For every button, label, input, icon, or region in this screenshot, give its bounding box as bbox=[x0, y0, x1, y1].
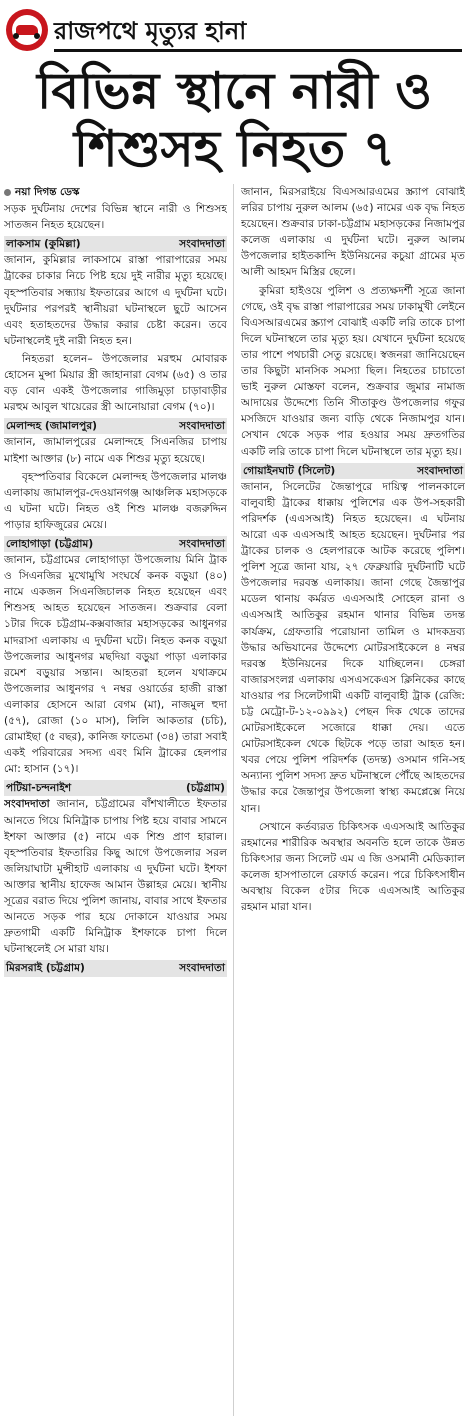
paragraph: সেখানে কর্তব্যরত চিকিৎসক এএসআই আতিকুর রহমানের শারীরিক অবস্থার অবনতি হলে তাকে উন্নত চিকিৎসার জন্য সিলেট এম এ জি ওসমানী মেডিক্যাল কলেজ হাসপাতালে রেফার্ড করেন। পরে চিকিৎসাধীন অবস্থায় বিকেল ৫টার দিকে এএসআই আতিকুর রহমান মারা যান। bbox=[241, 820, 465, 914]
header-rule bbox=[54, 49, 462, 52]
dateline-gowainghat: গোয়াইনঘাট (সিলেট) সংবাদদাতা bbox=[241, 463, 465, 479]
headline-line-2: শিশুসহ নিহত ৭ bbox=[73, 120, 396, 178]
section-header bbox=[0, 0, 469, 56]
paragraph: জানান, কুমিল্লার লাকসামে রাস্তা পারাপারের সময় ট্রাকের চাকার নিচে পিষ্ট হয়ে দুই নারীর মৃত্যু হয়েছে। বৃহস্পতিবার সন্ধ্যায় ইফতারের আগে এ দুর্ঘটনা ঘটে। দুর্ঘটনার পরপরই স্থানীয়রা ঘটনাস্থলে ছুটে আসেন এবং হতাহতদের উদ্ধার করার চেষ্টা করেন। তবে ঘটনাস্থলেই দুই নারী নিহত হন। bbox=[4, 254, 227, 347]
paragraph: জানান, মিরসরাইয়ে বিএসআরএমের স্ক্র্যাপ বোঝাই লরির চাপায় নুরুল আলম (৬৫) নামের এক বৃদ্ধ নিহত হয়েছেন। শুক্রবার ঢাকা-চট্টগ্রাম মহাসড়কের নিজামপুর কলেজ এলাকায় এ দুর্ঘটনা ঘটে। নুরুল আলম উপজেলার হাইতকান্দি ইউনিয়নের কচুয়া গ্রামের মৃত আলী আহমদ মিস্ত্রির ছেলে। bbox=[241, 186, 465, 279]
paragraph: সংবাদদাতা জানান, চট্টগ্রামের বাঁশখালীতে ইফতার আনতে গিয়ে মিনিট্রাক চাপায় পিষ্ট হয়ে বাবার সামনে ইশফা আক্তার (৫) নামে এক শিশু প্রাণ হারাল। বৃহস্পতিবার ইফতারির কিছু আগে উপজেলার সরল জলিয়াঘাটা মুন্সীহাট এলাকায় এ দুর্ঘটনা ঘটে। ইশফা আক্তার স্থানীয় হাফেজ আমান উল্লাহর মেয়ে। স্থানীয় সূত্রের বরাত দিয়ে পুলিশ জানায়, বাবার সাথে ইফতার আনতে সড়ক পার হয়ে দোকানে যাওয়ার সময় দ্রুতগামী একটি মিনিট্রাক ইশফাকে চাপা দিলে ঘটনাস্থলেই সে মারা যায়। bbox=[4, 798, 227, 956]
dateline-laksam: লাকসাম (কুমিল্লা) সংবাদদাতা bbox=[4, 236, 227, 252]
paragraph: জানান, জামালপুরের মেলান্দহে সিএনজির চাপায় মাইশা আক্তার (৮) নামে এক শিশুর মৃত্যু হয়েছে। bbox=[4, 436, 227, 465]
section-title: রাজপথে মৃত্যুর হানা bbox=[54, 17, 247, 45]
column-divider bbox=[233, 184, 234, 1416]
bullet-icon bbox=[4, 189, 11, 196]
paragraph: নিহতরা হলেন– উপজেলার মরহুম মোবারক হোসেন মুন্সা মিয়ার স্ত্রী জাহানারা বেগম (৬৫) ও তার বড় বোন একই উপজেলার গাজিমুড়া চাড়াবাড়ীর মরহুম আবুল খায়েরের স্ত্রী আনোয়ারা বেগম (৭০)। bbox=[4, 352, 227, 414]
byline: নয়া দিগন্ত ডেস্ক bbox=[4, 184, 227, 200]
article-column-right bbox=[241, 184, 465, 1416]
dateline-melandah: মেলান্দহ (জামালপুর) সংবাদদাতা bbox=[4, 418, 227, 434]
paragraph: কুমিরা হাইওয়ে পুলিশ ও প্রত্যক্ষদর্শী সূত্রে জানা গেছে, ওই বৃদ্ধ রাস্তা পারাপারের সময় ঢাকামুখী লেইনে বিএসআরএমের স্ক্র্যাপ বোঝাই একটি লরি তাকে চাপা দিলে ঘটনাস্থলে তার মৃত্যু হয়। যেখানে দুর্ঘটনা হয়েছে তার পাশে পথচারী সেতু রয়েছে। স্বজনরা জানিয়েছেন তার কিছুটা মানসিক সমস্যা ছিল। নিহতের চাচাতো ভাই নুরুল মোস্তফা বলেন, শুক্রবার জুমার নামাজ আদায়ের উদ্দেশ্যে তিনি সীতাকুণ্ড উপজেলার গফুর মসজিদে যাওয়ার জন্য বাড়ি থেকে নিজামপুর যান। সেখান থেকে সড়ক পার হওয়ার সময় দ্রুতগতির একটি লরি তাকে চাপা দিলে ঘটনাস্থলে তার মৃত্যু হয়। bbox=[241, 284, 465, 458]
dateline-patiya: পটিয়া-চন্দনাইশ (চট্টগ্রাম) bbox=[4, 780, 227, 796]
headline-line-1: বিভিন্ন স্থানে নারী ও bbox=[37, 62, 432, 120]
dateline-lohagara: লোহাগাড়া (চট্টগ্রাম) সংবাদদাতা bbox=[4, 536, 227, 552]
paragraph: বৃহস্পতিবার বিকেলে মেলান্দহ উপজেলার মালঞ্চ এলাকায় জামালপুর-দেওয়ানগঞ্জ আঞ্চলিক মহাসড়কে এ ঘটনা ঘটে। নিহত ওই শিশু মালঞ্চ বজরুদ্দিন পাড়ার হাফিজুরের মেয়ে। bbox=[4, 470, 227, 531]
car-crash-icon bbox=[6, 9, 48, 51]
paragraph: জানান, চট্টগ্রামের লোহাগাড়া উপজেলায় মিনি ট্রাক ও সিএনজির মুখোমুখি সংঘর্ষে কনক বড়ুয়া (৪০) নামে একজন সিএনজিচালক নিহত হয়েছেন এবং শিশুসহ আহত হয়েছেন সাতজন। শুক্রবার বেলা ১টার দিকে চট্টগ্রাম-কক্সবাজার মহাসড়কের আধুনগর মাদরাসা এলাকায় এ দুর্ঘটনা ঘটে। নিহত কনক বড়ুয়া উপজেলার আধুনগর মছদিয়া বড়ুয়া পাড়া এলাকার রমেশ বড়ুয়ার সন্তান। আহতরা হলেন যথাক্রমে উপজেলার আধুনগর ৭ নম্বর ওয়ার্ডের হাজী রাস্তা এলাকার হোসনে আরা বেগম (মা), নাজমুল হুদা (৫৭), রোজা (১০ মাস), লিলি আকতার (চচি), রোমাইছা (৫ বছর), কানিজ ফাতেমা (৩৪) তারা সবাই একই পরিবারের সদস্য এবং মিনি ট্রাকের হেলপার মো: হাসান (১৭)। bbox=[4, 554, 227, 776]
article-column-left bbox=[4, 184, 227, 1416]
intro-paragraph: সড়ক দুর্ঘটনায় দেশের বিভিন্ন স্থানে নারী ও শিশুসহ সাতজন নিহত হয়েছেন। bbox=[4, 203, 227, 232]
headline bbox=[4, 62, 465, 178]
dateline-mirsarai: মিরসরাই (চট্টগ্রাম) সংবাদদাতা bbox=[4, 960, 227, 976]
paragraph: জানান, সিলেটের জৈন্তাপুরে দায়িত্ব পালনকালে বালুবাহী ট্রাকের ধাক্কায় পুলিশের এক উপ-সহকারী পরিদর্শক (এএসআই) নিহত হয়েছেন। এ ঘটনায় আরো এক এএসআই আহত হয়েছেন। দুর্ঘটনার পর ট্রাকের চালক ও হেলপারকে আটক করেছে পুলিশ। পুলিশ সূত্রে জানা যায়, ২৭ ফেব্রুয়ারি দুর্ঘটনাটি ঘটে উপজেলার দরবস্ত এলাকায়। জানা গেছে জৈন্তাপুর মডেল থানায় কর্মরত এএসআই সোহেল রানা ও এএসআই আতিকুর রহমান থানার বিভিন্ন তদন্ত কার্যক্রম, গ্রেফতারি পরোয়ানা তামিল ও মাদকদ্রব্য উদ্ধার অভিযানের উদ্দেশ্যে মোটরসাইকেলে ৪ নম্বর দরবস্ত ইউনিয়নের দিকে যাচ্ছিলেন। চেঙ্গরা বাজারসংলগ্ন এলাকায় এসএসকেএস ক্লিনিকের কাছে যাওয়ার পর সিলেটগামী একটি বালুবাহী ট্রাক (রেজি: চট্ট মেট্রো-ট-১২-০৯৯২) পেছন দিক থেকে তাদের মোটরসাইকেলে সজোরে ধাক্কা দেয়। এতে মোটরসাইকেল থেকে ছিটকে পড়ে তারা আহত হন। খবর পেয়ে পুলিশ পরিদর্শক (তদন্ত) ওসমান গনি-সহ অন্যান্য পুলিশ সদস্য দ্রুত ঘটনাস্থলে পৌঁছে আহতদের উদ্ধার করে জৈন্তাপুর উপজেলা স্বাস্থ্য কমপ্লেক্সে নিয়ে যান। bbox=[241, 480, 465, 815]
